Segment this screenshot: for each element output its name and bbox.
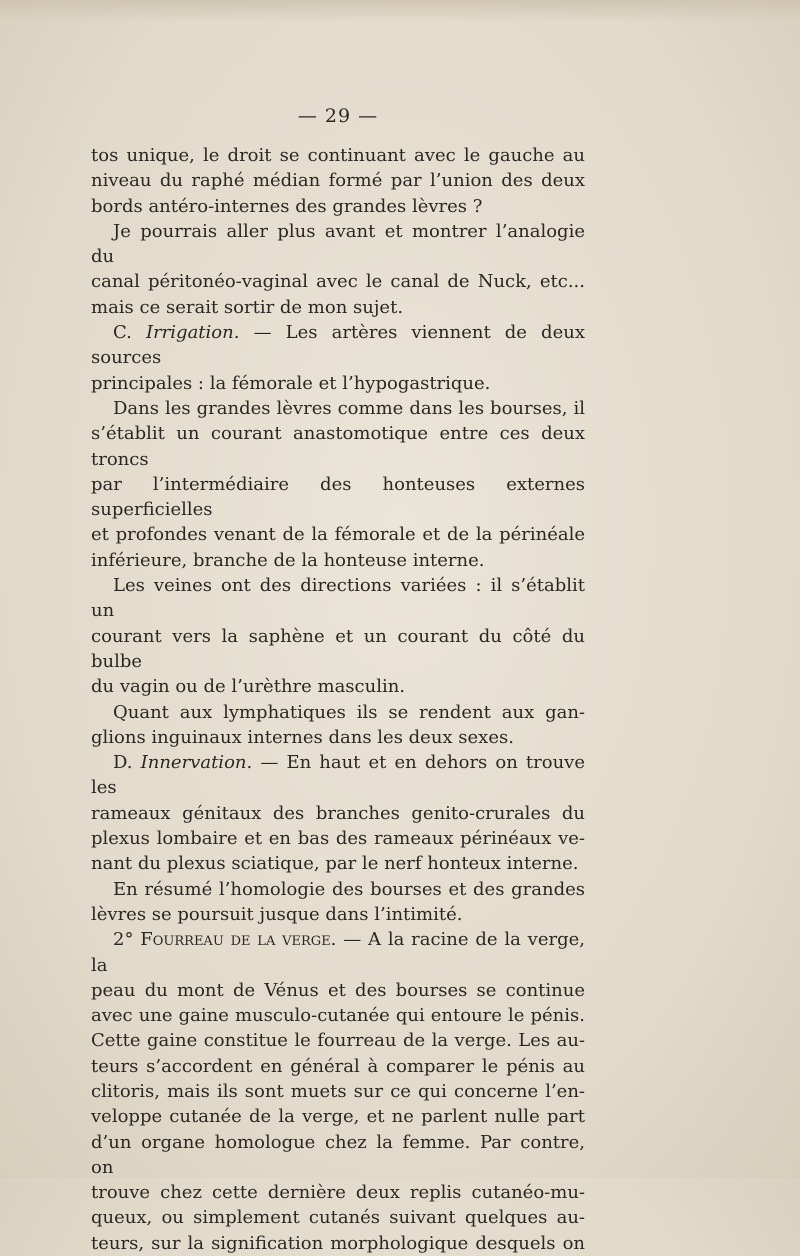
- text-line: trouve chez cette dernière deux replis cutanéo-mu-: [91, 1182, 585, 1204]
- text-line: Dans les grandes lèvres comme dans les bourses, il: [113, 397, 585, 419]
- body-text: [91, 143, 585, 1256]
- section-letter: C.: [113, 322, 132, 344]
- text-line: peau du mont de Vénus et des bourses se continue: [91, 979, 585, 1001]
- text-line: nant du plexus sciatique, par le nerf honteux interne.: [91, 853, 579, 875]
- text-line: Les veines ont des directions variées : il s’établit un: [91, 575, 585, 622]
- text-line: par l’intermédiaire des honteuses externes superficielles: [91, 473, 585, 521]
- page-number: — 29 —: [297, 105, 379, 127]
- text-line: rameaux génitaux des branches genito-crurales du: [91, 802, 585, 824]
- text-line: principales : la fémorale et l’hypogastrique.: [91, 372, 491, 394]
- text-line: clitoris, mais ils sont muets sur ce qui concerne l’en-: [91, 1080, 585, 1102]
- text-line: canal péritonéo-vaginal avec le canal de Nuck, etc...: [91, 271, 585, 293]
- text-line: teurs, sur la signification morphologique desquels on: [91, 1232, 585, 1254]
- text-line: courant vers la saphène et un courant du côté du bulbe: [91, 625, 585, 672]
- text-line: Cette gaine constitue le fourreau de la verge. Les au-: [91, 1030, 585, 1052]
- text-line: d’un organe homologue chez la femme. Par contre, on: [91, 1131, 585, 1178]
- text-line: bords antéro-internes des grandes lèvres ?: [91, 195, 483, 217]
- section-heading-fourreau: [91, 927, 585, 978]
- text-line: niveau du raphé médian formé par l’union des deux: [91, 170, 585, 192]
- text-line: plexus lombaire et en bas des rameaux périnéaux ve-: [91, 828, 585, 850]
- text-line: glions inguinaux internes dans les deux sexes.: [91, 726, 514, 748]
- text-line: du vagin ou de l’urèthre masculin.: [91, 676, 406, 698]
- section-title: Fourreau de la verge.: [140, 929, 337, 951]
- text-line: queux, ou simplement cutanés suivant quelques au-: [91, 1207, 585, 1229]
- text-line: lèvres se poursuit jusque dans l’intimité.: [91, 903, 463, 925]
- section-heading-innervation: [91, 750, 585, 801]
- section-line-rest: — Les artères viennent de deux sources: [91, 322, 585, 369]
- text-line: veloppe cutanée de la verge, et ne parlent nulle part: [91, 1106, 585, 1128]
- page-top-edge: [0, 0, 800, 22]
- section-number: 2°: [113, 929, 134, 951]
- text-line: inférieure, branche de la honteuse interne.: [91, 549, 485, 571]
- text-line: Je pourrais aller plus avant et montrer l’analogie du: [91, 220, 585, 268]
- book-page: [91, 103, 585, 1256]
- text-line: s’établit un courant anastomotique entre ces deux troncs: [91, 423, 585, 470]
- section-title: Irrigation.: [145, 322, 240, 344]
- text-line: mais ce serait sortir de mon sujet.: [91, 296, 404, 318]
- section-line-rest: — En haut et en dehors on trouve les: [91, 752, 585, 799]
- text-line: avec une gaine musculo-cutanée qui entoure le pénis.: [91, 1005, 585, 1027]
- section-title: Innervation.: [140, 752, 253, 774]
- text-line: En résumé l’homologie des bourses et des grandes: [113, 878, 585, 900]
- text-line: teurs s’accordent en général à comparer le pénis au: [91, 1055, 585, 1077]
- section-letter: D.: [113, 752, 133, 774]
- text-line: Quant aux lymphatiques ils se rendent aux gan-: [113, 701, 585, 723]
- section-line-rest: — A la racine de la verge, la: [91, 929, 585, 976]
- text-line: tos unique, le droit se continuant avec le gauche au: [91, 145, 585, 166]
- text-line: et profondes venant de la fémorale et de la périnéale: [91, 524, 585, 546]
- section-heading-irrigation: [91, 320, 585, 371]
